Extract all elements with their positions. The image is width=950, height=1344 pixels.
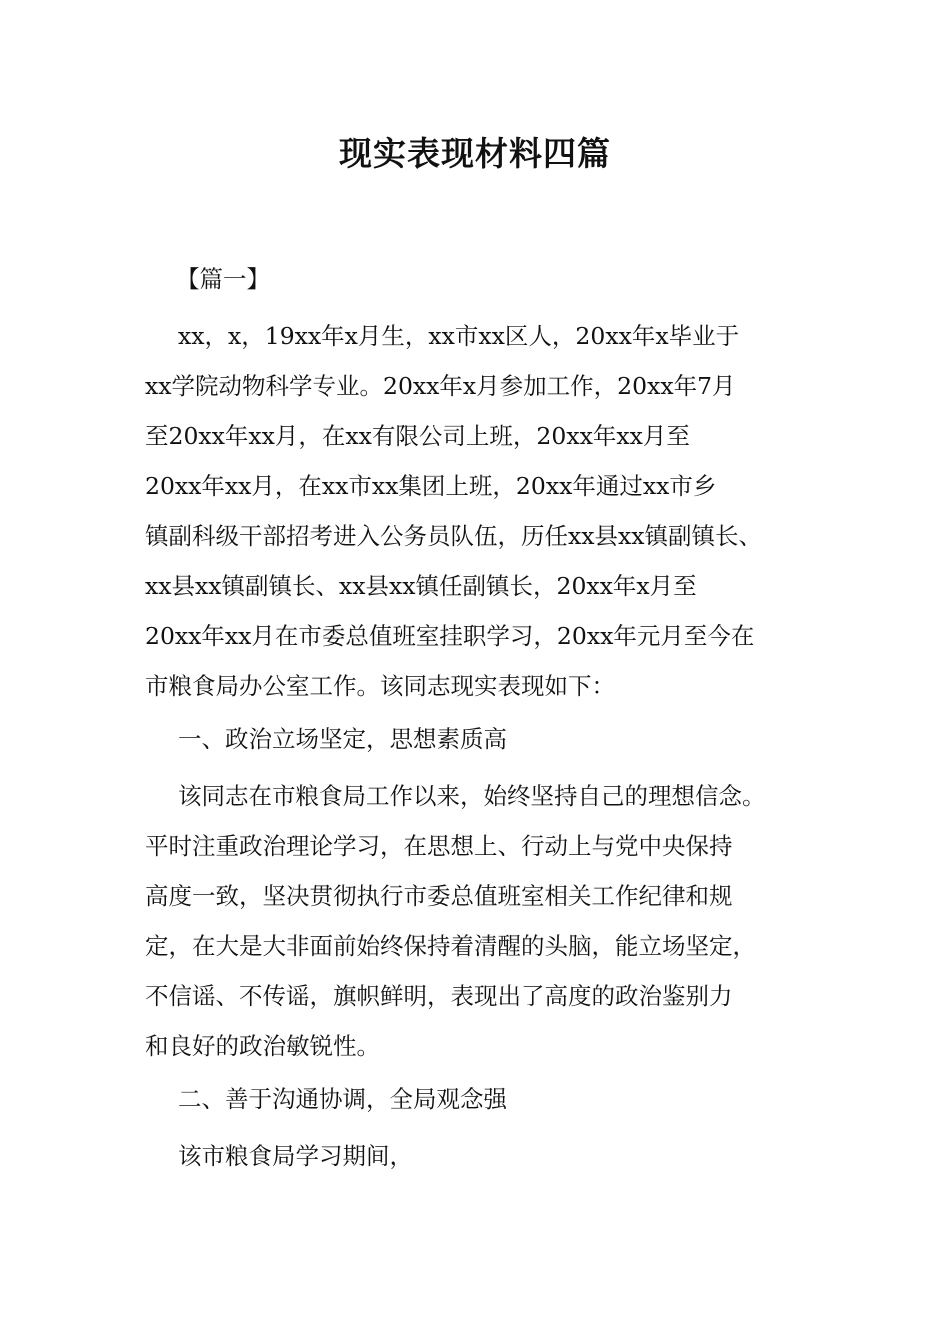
heading-communication: 二、善于沟通协调，全局观念强 — [178, 1085, 507, 1113]
paragraph-line: 至20xx年xx月，在xx有限公司上班，20xx年xx月至 — [145, 422, 690, 450]
paragraph-line: 该市粮食局学习期间， — [178, 1142, 413, 1170]
document-title: 现实表现材料四篇 — [339, 134, 611, 173]
paragraph-line: 高度一致，坚决贯彻执行市委总值班室相关工作纪律和规 — [145, 882, 733, 910]
section-label: 【篇一】 — [176, 265, 270, 293]
paragraph-line: 镇副科级干部招考进入公务员队伍，历任xx县xx镇副镇长、 — [145, 522, 763, 550]
paragraph-line: 平时注重政治理论学习，在思想上、行动上与党中央保持 — [145, 832, 733, 860]
paragraph-line: xx学院动物科学专业。20xx年x月参加工作，20xx年7月 — [145, 372, 736, 400]
paragraph-line: 20xx年xx月，在xx市xx集团上班，20xx年通过xx市乡 — [145, 472, 717, 500]
paragraph-line: xx，x，19xx年x月生，xx市xx区人，20xx年x毕业于 — [178, 322, 740, 350]
paragraph-line: 20xx年xx月在市委总值班室挂职学习，20xx年元月至今在 — [145, 622, 755, 650]
paragraph-line: 不信谣、不传谣，旗帜鲜明，表现出了高度的政治鉴别力 — [145, 982, 733, 1010]
heading-political-stance: 一、政治立场坚定，思想素质高 — [178, 725, 507, 753]
paragraph-line: 该同志在市粮食局工作以来，始终坚持自己的理想信念。 — [178, 782, 766, 810]
paragraph-line: 和良好的政治敏锐性。 — [145, 1032, 380, 1060]
paragraph-line: 市粮食局办公室工作。该同志现实表现如下： — [145, 672, 615, 700]
paragraph-line: 定，在大是大非面前始终保持着清醒的头脑，能立场坚定， — [145, 932, 756, 960]
paragraph-line: xx县xx镇副镇长、xx县xx镇任副镇长，20xx年x月至 — [145, 572, 697, 600]
